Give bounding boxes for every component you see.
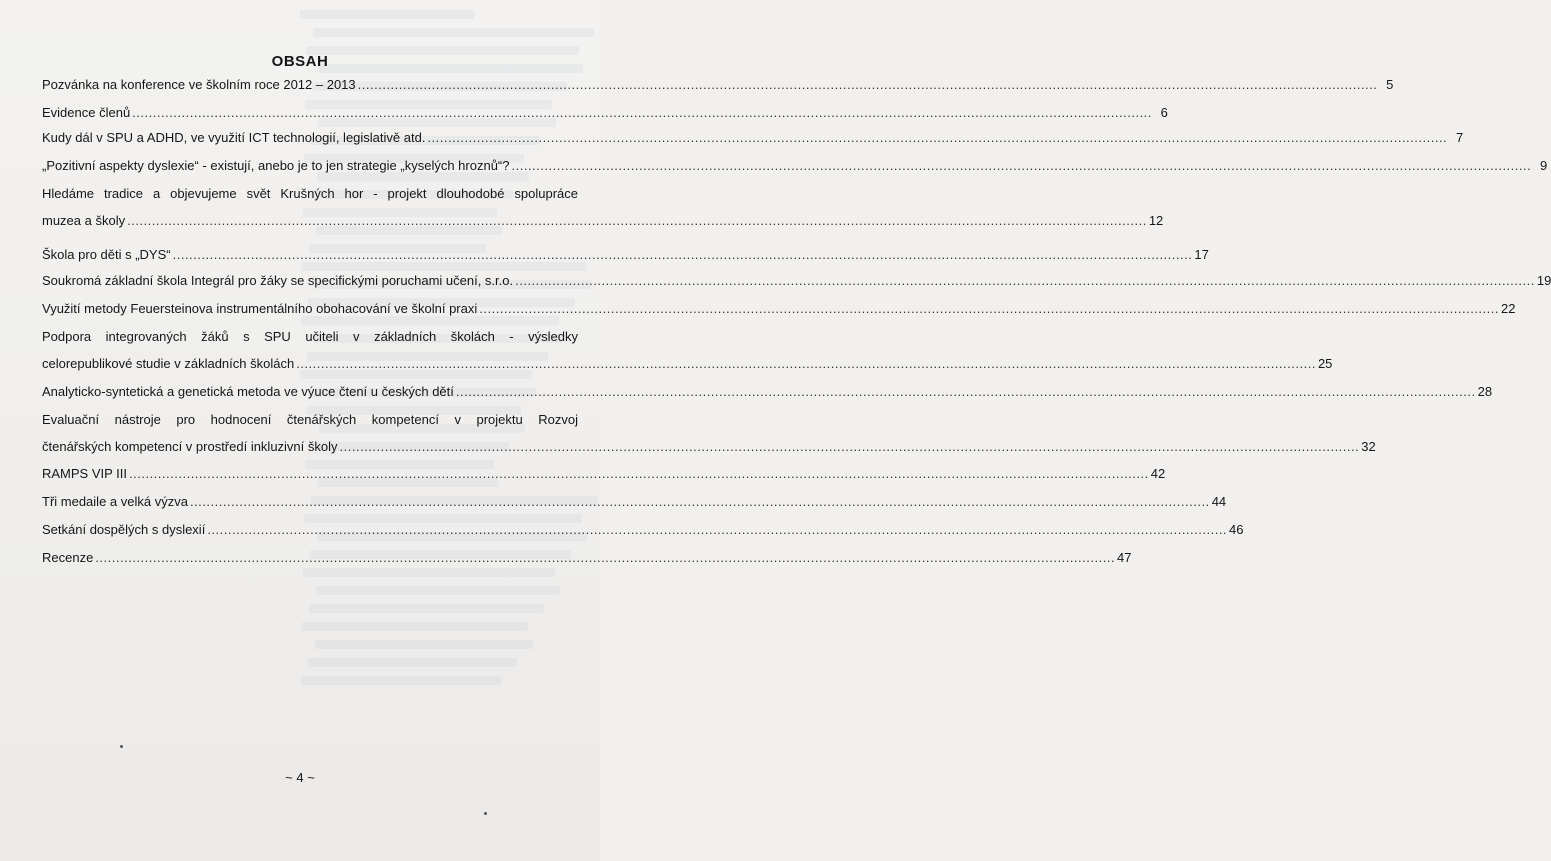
- paper-speck: [484, 812, 487, 815]
- toc-entry-title-line: Hledáme tradice a objevujeme svět Krušných hor - projekt dlouhodobé spolupráce: [42, 186, 578, 201]
- toc-entry-line: [42, 105, 1168, 121]
- toc-entry-line: [42, 356, 1333, 372]
- toc-entry-line: [42, 301, 1516, 317]
- toc-entry-title: Setkání dospělých s dyslexií: [42, 522, 206, 537]
- dot-leader: [127, 213, 1147, 229]
- toc-entry-line: [42, 130, 1464, 146]
- toc-entry-title: Recenze: [42, 550, 94, 565]
- toc-entry-page-number: 47: [1117, 550, 1132, 565]
- toc-entry-line: [42, 439, 1376, 455]
- toc-entry-page-number: 19: [1536, 273, 1551, 288]
- toc-entry-page-number: 42: [1150, 466, 1166, 481]
- toc-entry-title: Využití metody Feuersteinova instrumentálního obohacování ve školní praxi: [42, 301, 478, 316]
- dot-leader: [173, 247, 1193, 263]
- toc-entry-line: [42, 158, 1548, 174]
- toc-entry-title-line: Podpora integrovaných žáků s SPU učiteli v základních školách - výsledky: [42, 329, 578, 344]
- dot-leader: [95, 550, 1115, 566]
- page-title: OBSAH: [271, 53, 329, 70]
- toc-entry-title: Škola pro děti s „DYS“: [42, 247, 171, 262]
- toc-entry-title: Soukromá základní škola Integrál pro žáky se specifickými poruchami učení, s.r.o.: [42, 273, 514, 288]
- dot-leader: [207, 522, 1227, 538]
- dot-leader: [132, 105, 1152, 121]
- toc-entry-title: Pozvánka na konference ve školním roce 2012 – 2013: [42, 77, 356, 92]
- dot-leader: [456, 384, 1476, 400]
- dot-leader: [427, 130, 1447, 146]
- toc-entry-page-number: 44: [1211, 494, 1227, 509]
- toc-entry-title: Evidence členů: [42, 105, 131, 120]
- toc-entry-title: Analyticko-syntetická a genetická metoda ve výuce čtení u českých dětí: [42, 384, 454, 399]
- dot-leader: [515, 273, 1535, 289]
- toc-entry-line: [42, 550, 1132, 566]
- toc-entry-line: [42, 494, 1227, 510]
- toc-entry-page-number: 25: [1317, 356, 1333, 371]
- dot-leader: [129, 466, 1149, 482]
- toc-entry-page-number: 6: [1160, 105, 1168, 120]
- toc-entry-line: [42, 247, 1209, 263]
- dot-leader: [296, 356, 1316, 372]
- page-number-footer: ~ 4 ~: [285, 770, 315, 785]
- dot-leader: [358, 77, 1378, 93]
- toc-entry-line: [42, 384, 1493, 400]
- toc-entry-page-number: 5: [1386, 77, 1394, 92]
- toc-entry-title: celorepublikové studie v základních školách: [42, 356, 295, 371]
- toc-entry-line: [42, 77, 1394, 93]
- toc-entry-page-number: 12: [1148, 213, 1164, 228]
- toc-entry-page-number: 32: [1361, 439, 1376, 454]
- dot-leader: [340, 439, 1360, 455]
- toc-entry-title-line: Evaluační nástroje pro hodnocení čtenářských kompetencí v projektu Rozvoj: [42, 412, 578, 427]
- toc-entry-page-number: 46: [1229, 522, 1244, 537]
- toc-entry-line: [42, 466, 1166, 482]
- paper-speck: [120, 745, 123, 748]
- toc-entry-page-number: 28: [1477, 384, 1493, 399]
- toc-entry-title: Tři medaile a velká výzva: [42, 494, 188, 509]
- dot-leader: [479, 301, 1499, 317]
- toc-entry-title: muzea a školy: [42, 213, 126, 228]
- toc-entry-title: Kudy dál v SPU a ADHD, ve využití ICT technologií, legislativě atd.: [42, 130, 426, 145]
- toc-entry-title: čtenářských kompetencí v prostředí inkluzivní školy: [42, 439, 338, 454]
- toc-entry-title: RAMPS VIP III: [42, 466, 128, 481]
- dot-leader: [512, 158, 1532, 174]
- dot-leader: [190, 494, 1210, 510]
- toc-entry-line: [42, 522, 1244, 538]
- toc-entry-line: [42, 273, 1551, 289]
- toc-entry-line: [42, 213, 1164, 229]
- toc-entry-page-number: 17: [1194, 247, 1209, 262]
- toc-entry-page-number: 9: [1540, 158, 1548, 173]
- toc-entry-page-number: 22: [1501, 301, 1516, 316]
- toc-entry-page-number: 7: [1455, 130, 1464, 145]
- toc-entry-title: „Pozitivní aspekty dyslexie“ - existují, anebo je to jen strategie „kyselých hroznů“?: [42, 158, 510, 173]
